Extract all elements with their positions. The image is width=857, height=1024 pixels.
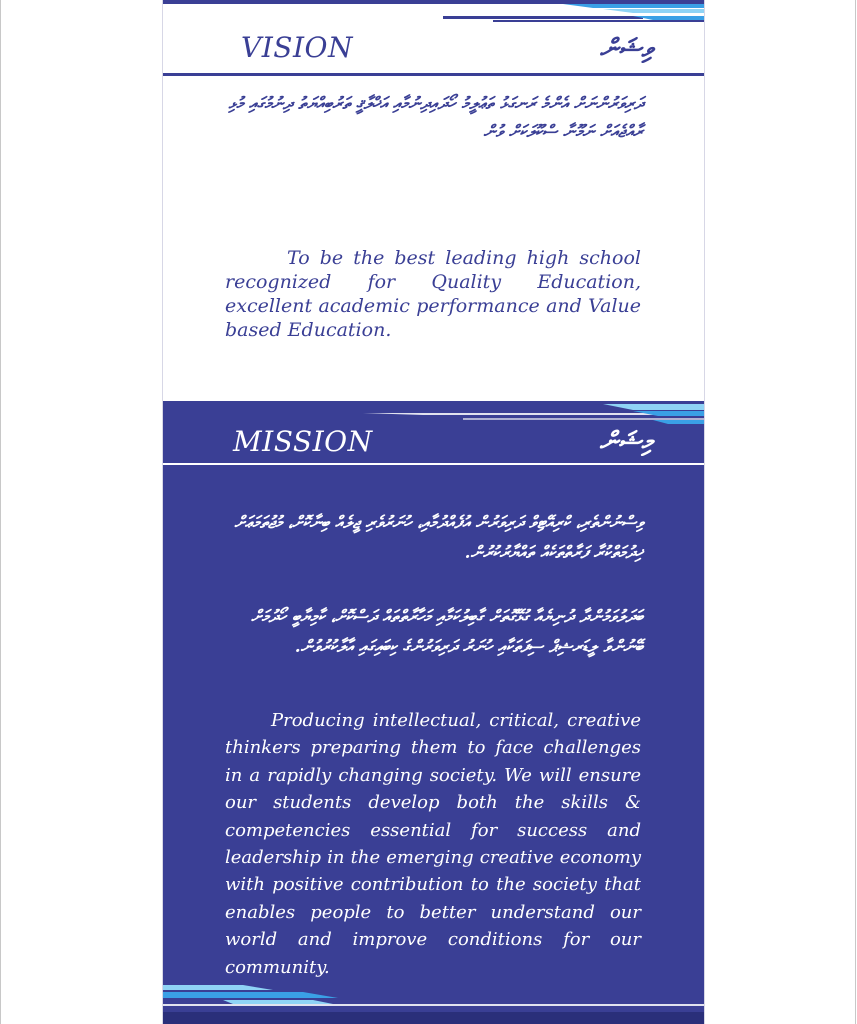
vision-dhivehi-text: ދަރިވަރުންނަށް އެންމެ ރަނގަޅު ތަޢުލީމު ހޯދައިދިނުމާއި އަޚްލާޤީ ތަރުބިއްޔަތު ދިނުމުގައި މުޅި ރާއްޖެއަށް ނަމޫނާ ސްކޫލަކަށް ވުން [228,94,643,142]
poster-panel [162,0,705,1024]
vision-dhivehi-title: ވިޝަން [599,34,652,64]
page-edge-right [855,0,856,1024]
mission-dhivehi-title: މިޝަން [599,427,652,457]
mission-english-text: Producing intellectual, critical, creative thinkers preparing them to face challenges in a rapidly changing society. We will ensure our students develop both the skills & competencies essential for success and leadership in the emerging creative economy with positive contribution to the society that enables people to better understand our world and improve conditions for our community. [225,710,641,978]
vision-english-text: To be the best leading high school recognized for Quality Education, excellent academic performance and Value based Education. [225,247,641,341]
mission-title: MISSION [233,425,373,458]
vision-title: VISION [241,31,353,64]
mission-dhivehi-text-1: ވިސްނުންތެރި، ކްރިއޭޓިވް ދަރިވަރުން އުފެއްދުމާއި، ހުނަރުވެރި ޖީލެއް ބިނާކޮށް، މުޖުތަމަޢަށް ޚިދުމަތްކުރާ ފަރާތްތަކެއް ތައްޔާރުކުރުން. [234,513,643,563]
mission-dhivehi-text-2: ބަދަލުވަމުންދާ ދުނިޔެއާ ގުޅޭގޮތަށް ގާބިލުކަމާއި މަހާރާތްތައް ދަސްކޮށް، ކާމިޔާބީ ހޯދުމަށް ބޭނުންވާ ލީޑަރޝިޕް ސިފަތަކާއި ހުނަރު ދަރިވަރުންގެ ކިބައިގައި އާލާކުރުވުން. [251,607,643,657]
page-edge-left [0,0,1,1024]
